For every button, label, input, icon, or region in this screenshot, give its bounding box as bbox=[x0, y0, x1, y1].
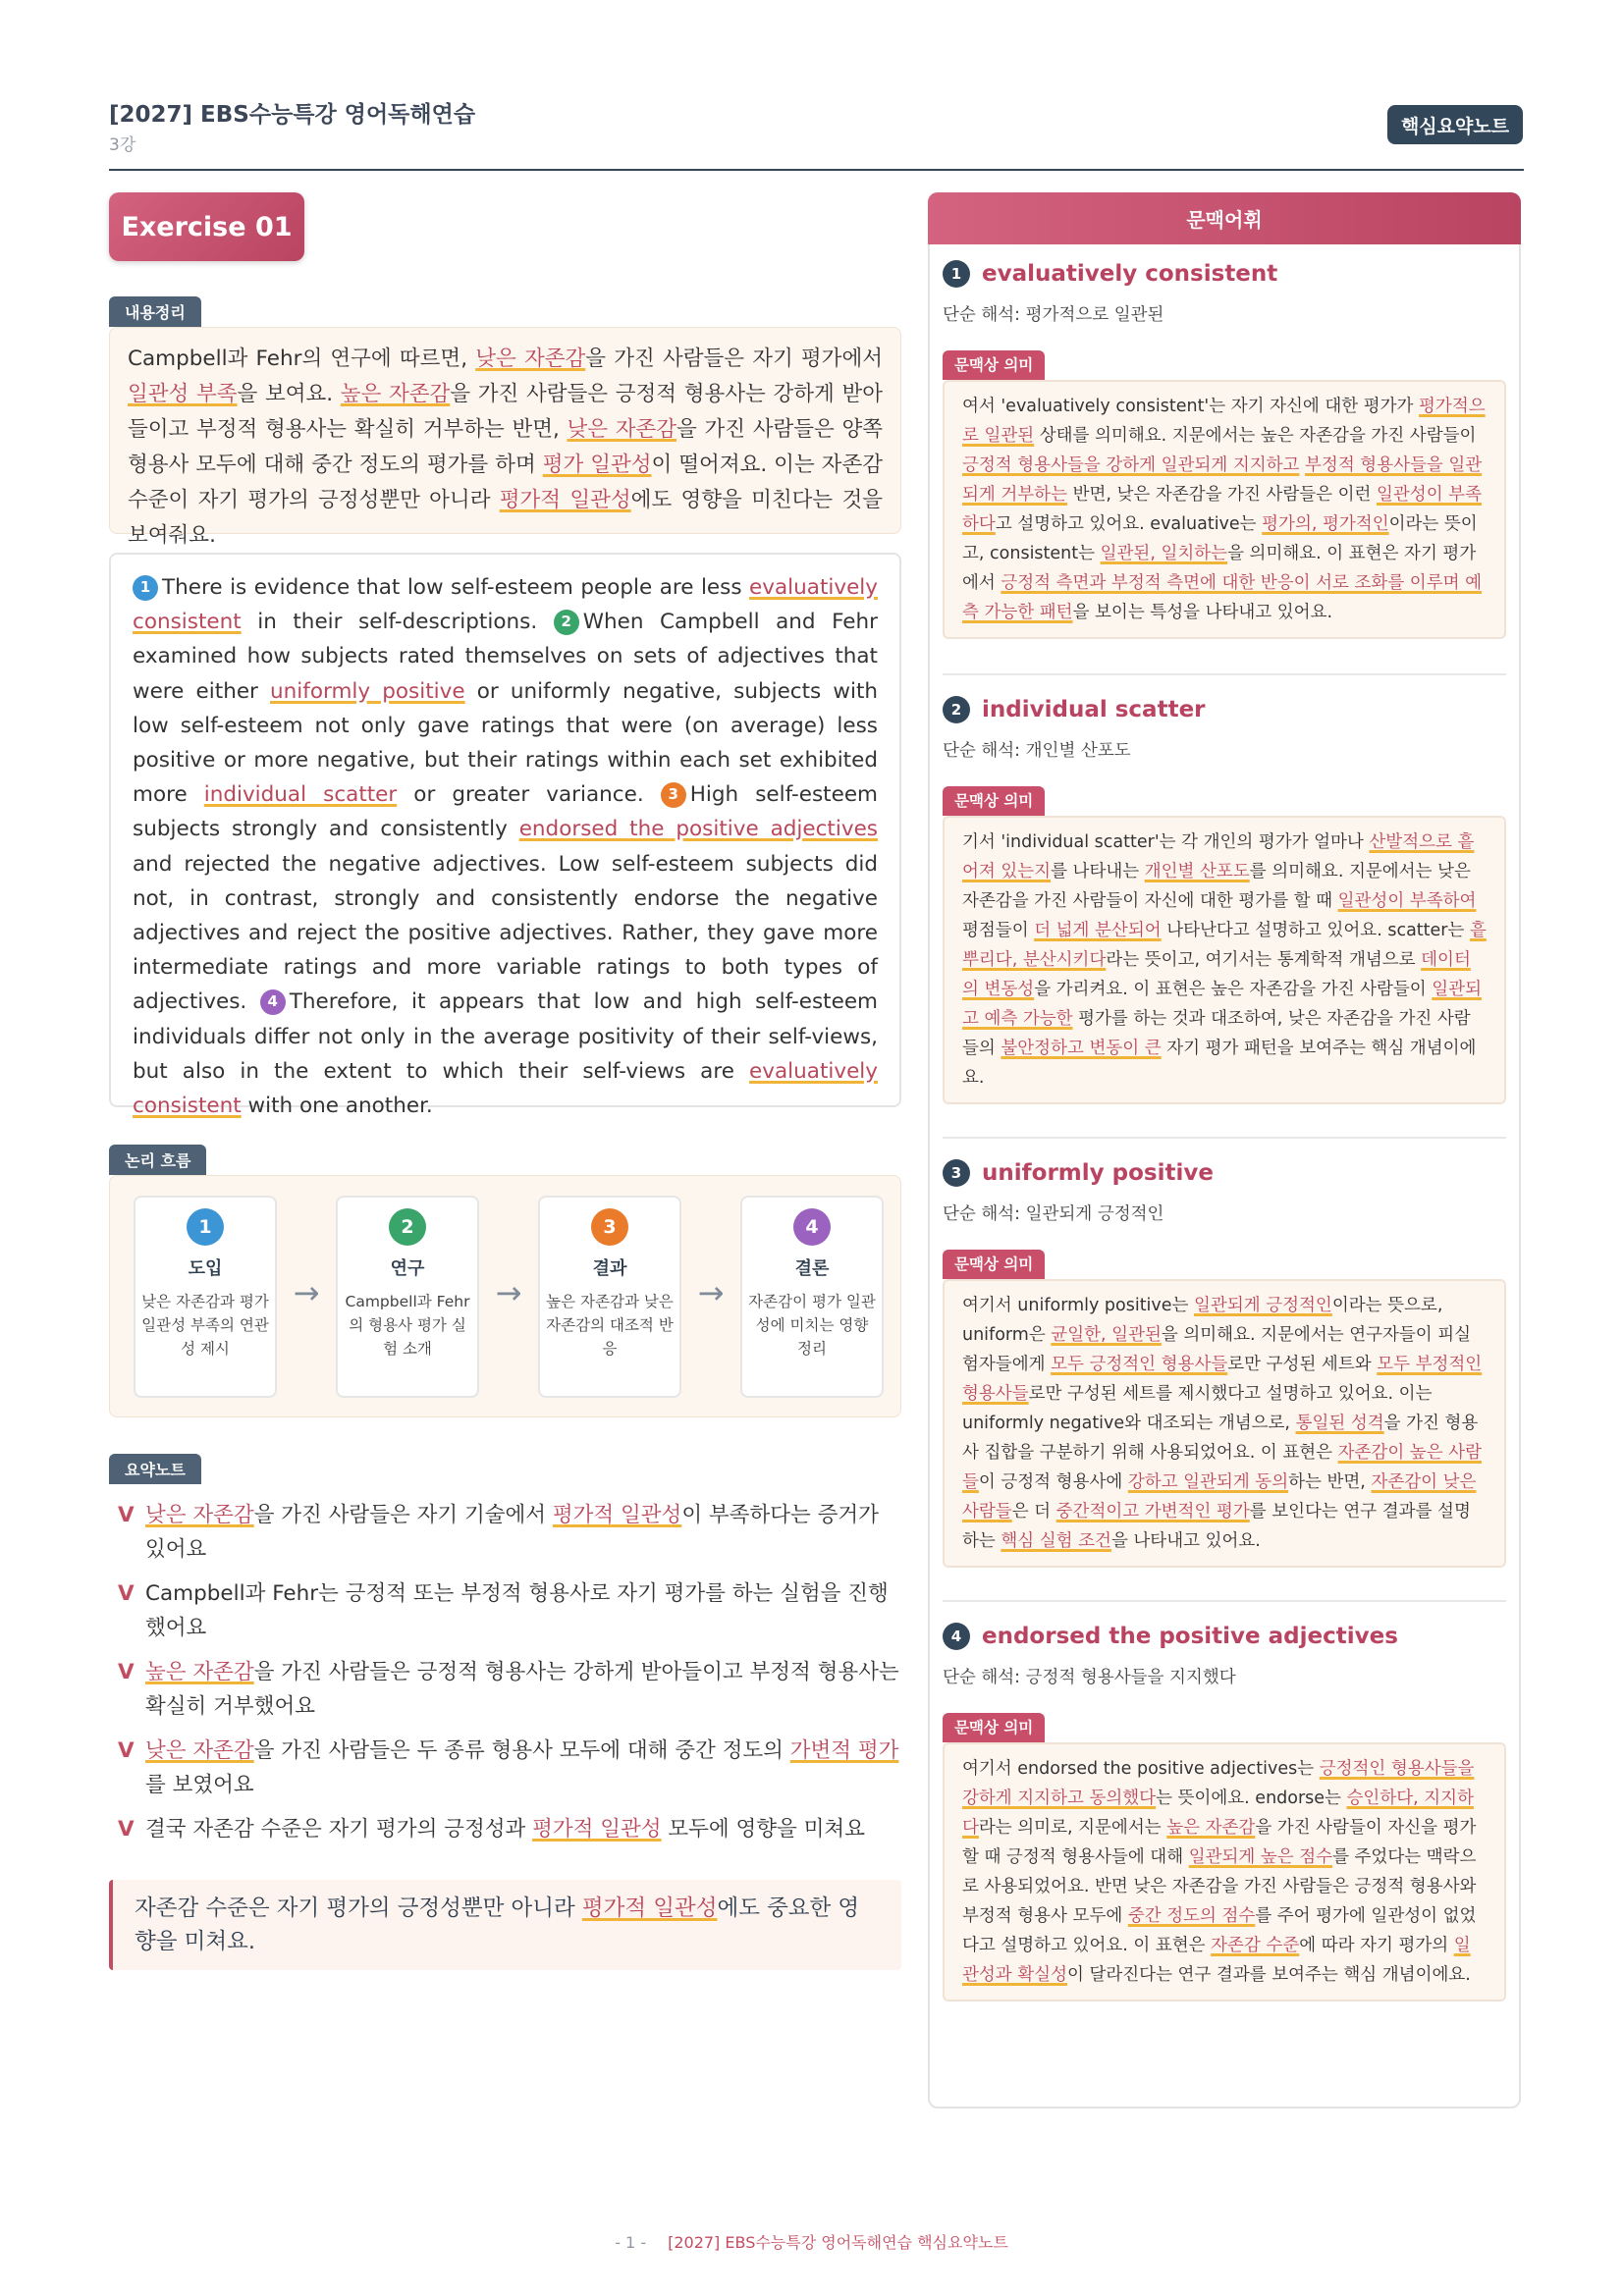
context-text: 를 주었다는 맥락으로 사용되었어요. 반면 낮은 자존감을 가진 사람들은 긍정적 형용사와 부정적 형용사 모두에 bbox=[962, 1847, 1477, 1926]
context-box bbox=[943, 816, 1506, 1104]
vocab-divider bbox=[943, 1600, 1506, 1602]
flow-step-number: 1 bbox=[187, 1208, 224, 1246]
conclusion-box bbox=[109, 1880, 901, 1970]
context-text: 평가를 하는 것과 대조하여, 낮은 자존감을 가진 사람들의 bbox=[962, 1009, 1471, 1058]
context-keyword: 일관되고 예측 가능한 bbox=[962, 980, 1482, 1029]
note-text: 이 부족하다는 증거가 있어요 bbox=[145, 1503, 879, 1562]
note-keyword: 평가적 일관성 bbox=[552, 1503, 682, 1527]
context-keyword: 긍정적 형용사들을 강하게 일관되게 지지하고 bbox=[962, 455, 1300, 475]
flow-step-research bbox=[336, 1196, 479, 1398]
note-text: 을 가진 사람들은 두 종류 형용사 모두에 대해 중간 정도의 bbox=[253, 1738, 790, 1763]
summary-box bbox=[109, 327, 901, 548]
context-keyword: 핵심 실험 조건 bbox=[1001, 1531, 1111, 1551]
passage-text: There is evidence that low self-esteem people are less bbox=[162, 575, 750, 600]
context-text: 이 긍정적 형용사에 bbox=[978, 1472, 1128, 1492]
context-text: 을 가리켜요. 이 표현은 높은 자존감을 가진 사람들이 bbox=[1034, 980, 1433, 999]
context-tag: 문맥상 의미 bbox=[943, 1713, 1045, 1742]
context-text: 라는 의미로, 지문에서는 bbox=[978, 1818, 1167, 1838]
conclusion-keyword: 평가적 일관성 bbox=[581, 1896, 718, 1921]
summary-keyword: 일관성 부족 bbox=[128, 382, 238, 406]
simple-meaning: 개인별 산포도 bbox=[1025, 741, 1131, 761]
passage-keyword: evaluatively consistent bbox=[133, 1058, 878, 1119]
flow-step-desc: 높은 자존감과 낮은 자존감의 대조적 반응 bbox=[546, 1293, 674, 1358]
context-text: 이라는 뜻으로, uniform은 bbox=[962, 1296, 1443, 1345]
passage-text: with one another. bbox=[241, 1094, 433, 1119]
flow-step-number: 2 bbox=[389, 1208, 426, 1246]
context-text: 반면, 낮은 자존감을 가진 사람들은 이런 bbox=[1067, 485, 1377, 505]
context-box bbox=[943, 1742, 1506, 2002]
vocab-divider bbox=[943, 673, 1506, 675]
check-icon: V bbox=[118, 1503, 135, 1527]
vocab-number: 1 bbox=[943, 260, 970, 288]
vocab-term: uniformly positive bbox=[982, 1160, 1214, 1186]
context-keyword: 모두 부정적인 형용사들 bbox=[962, 1355, 1483, 1404]
summary-text: 을 가진 사람들은 긍정적 형용사는 강하게 받아들이고 부정적 형용사는 확실히 거부하는 반면, bbox=[128, 382, 883, 442]
flow-step-number: 3 bbox=[591, 1208, 628, 1246]
context-keyword: 자존감 수준 bbox=[1211, 1936, 1300, 1955]
context-text: 고 설명하고 있어요. evaluative는 bbox=[995, 514, 1263, 534]
context-text: 라는 뜻이고, 여기서는 통계학적 개념으로 bbox=[1106, 950, 1422, 970]
summary-keyword: 낮은 자존감 bbox=[567, 417, 677, 442]
simple-meaning: 평가적으로 일관된 bbox=[1025, 305, 1164, 325]
check-icon: V bbox=[118, 1738, 135, 1763]
simple-label: 단순 해석: bbox=[943, 1668, 1026, 1687]
context-text: 에 따라 자기 평가의 bbox=[1299, 1936, 1454, 1955]
notes-tag: 요약노트 bbox=[109, 1454, 201, 1484]
passage-keyword: individual scatter bbox=[203, 782, 398, 808]
context-text: 이 달라진다는 연구 결과를 보여주는 핵심 개념이에요. bbox=[1067, 1965, 1471, 1985]
summary-text: 이 떨어져요. 이는 자존감 수준이 자기 평가의 긍정성뿐만 아니라 bbox=[128, 453, 883, 512]
page-footer bbox=[0, 2230, 1623, 2253]
context-keyword: 중간적이고 가변적인 평가 bbox=[1055, 1502, 1250, 1522]
flow-tag: 논리 흐름 bbox=[109, 1145, 206, 1175]
context-text: 을 보이는 특성을 나타내고 있어요. bbox=[1072, 603, 1333, 622]
footer-title: [2027] EBS수능특강 영어독해연습 핵심요약노트 bbox=[668, 2233, 1008, 2252]
passage-text: High self-esteem subjects strongly and consistently bbox=[133, 782, 879, 842]
passage-text: Therefore, it appears that low and high self-esteem individuals differ not only in the average positivity of their self-views, but also in the extent to which their self-views are bbox=[133, 989, 878, 1084]
vocab-header: 문맥어휘 bbox=[928, 192, 1521, 244]
passage-text: and rejected the negative adjectives. Low self-esteem subjects did not, in contrast, strongly and consistently endorse the negative adjectives and reject the positive adjectives. Rather, they gave more intermediate ratings and more variable ratings to both types of adjectives. bbox=[133, 851, 878, 1015]
vocab-number: 2 bbox=[943, 696, 970, 723]
vocab-item bbox=[943, 1159, 1506, 1568]
context-keyword: 높은 자존감 bbox=[1166, 1818, 1256, 1838]
context-text: 로만 구성된 세트를 제시했다고 설명하고 있어요. 이는 uniformly negative와 대조되는 개념으로, bbox=[962, 1384, 1433, 1433]
context-keyword: 모두 긍정적인 형용사들 bbox=[1051, 1355, 1228, 1374]
context-keyword: 더 넓게 분산되어 bbox=[1034, 921, 1162, 940]
context-keyword: 균일한, 일관된 bbox=[1051, 1325, 1162, 1345]
vocab-number: 4 bbox=[943, 1623, 970, 1650]
sentence-marker-3: 3 bbox=[661, 782, 686, 808]
vocab-item bbox=[943, 1623, 1506, 2002]
conclusion-text: 에도 중요한 영향을 미쳐요. bbox=[135, 1896, 860, 1954]
context-keyword: 중간 정도의 점수 bbox=[1127, 1906, 1256, 1926]
context-keyword: 자존감이 낮은 사람들 bbox=[962, 1472, 1477, 1522]
context-text: 은 더 bbox=[1011, 1502, 1056, 1522]
simple-meaning: 긍정적 형용사들을 지지했다 bbox=[1025, 1668, 1236, 1687]
passage-box bbox=[109, 553, 901, 1119]
context-text: 여기서 endorsed the positive adjectives는 bbox=[962, 1759, 1320, 1779]
summary-text: 을 보여요. bbox=[237, 382, 341, 406]
note-keyword: 평가적 일관성 bbox=[532, 1817, 662, 1842]
context-keyword: 일관성이 부족하다 bbox=[962, 485, 1482, 534]
sentence-marker-1: 1 bbox=[133, 575, 158, 601]
passage-text: in their self-descriptions. bbox=[241, 610, 554, 635]
simple-label: 단순 해석: bbox=[943, 305, 1026, 325]
note-text: 을 가진 사람들은 긍정적 형용사는 강하게 받아들이고 부정적 형용사는 확실히 거부했어요 bbox=[145, 1660, 899, 1719]
context-tag: 문맥상 의미 bbox=[943, 786, 1045, 816]
sentence-marker-4: 4 bbox=[260, 989, 286, 1015]
context-keyword: 불안정하고 변동이 큰 bbox=[1001, 1039, 1162, 1058]
passage-keyword: evaluatively consistent bbox=[133, 575, 878, 635]
context-keyword: 산발적으로 흩어져 있는지 bbox=[962, 832, 1475, 881]
context-keyword: 승인하다, 지지하다 bbox=[962, 1789, 1474, 1838]
summary-text: Campbell과 Fehr의 연구에 따르면, bbox=[128, 347, 476, 371]
page-number: - 1 - bbox=[615, 2233, 647, 2252]
context-text: 하는 반면, bbox=[1288, 1472, 1372, 1492]
arrow-right-icon: → bbox=[697, 1274, 725, 1311]
context-text: 여기서 uniformly positive는 bbox=[962, 1296, 1195, 1315]
context-text: 을 의미해요. 지문에서는 연구자들이 피실험자들에게 bbox=[962, 1325, 1472, 1374]
note-text: 결국 자존감 수준은 자기 평가의 긍정성과 bbox=[145, 1817, 533, 1842]
passage-keyword: endorsed the positive adjectives bbox=[518, 817, 878, 842]
summary-keyword: 높은 자존감 bbox=[340, 382, 451, 406]
context-keyword: 긍정적인 형용사들을 강하게 지지하고 동의했다 bbox=[962, 1759, 1475, 1808]
note-keyword: 높은 자존감 bbox=[145, 1660, 254, 1684]
context-text: 을 의미해요. 이 표현은 자기 평가에서 bbox=[962, 544, 1477, 593]
check-icon: V bbox=[118, 1660, 135, 1684]
context-keyword: 일관되게 긍정적인 bbox=[1194, 1296, 1332, 1315]
passage-text: When Campbell and Fehr examined how subjects rated themselves on sets of adjectives that were either bbox=[133, 610, 878, 704]
vocab-divider bbox=[943, 1137, 1506, 1139]
context-text: 이라는 뜻이고, consistent는 bbox=[962, 514, 1478, 563]
note-keyword: 가변적 평가 bbox=[789, 1738, 899, 1763]
vocab-item bbox=[943, 696, 1506, 1104]
document-title: [2027] EBS수능특강 영어독해연습 bbox=[109, 102, 476, 128]
note-item bbox=[118, 1655, 901, 1724]
flow-step-title: 연구 bbox=[390, 1258, 425, 1279]
flow-step-title: 결과 bbox=[592, 1258, 627, 1279]
context-text: 를 의미해요. 지문에서는 낮은 자존감을 가진 사람들이 자신에 대한 평가를 할 때 bbox=[962, 862, 1471, 911]
context-tag: 문맥상 의미 bbox=[943, 350, 1045, 380]
context-text: 를 나타내는 bbox=[1051, 862, 1145, 881]
context-keyword: 일관되게 높은 점수 bbox=[1188, 1847, 1333, 1867]
summary-text: 을 가진 사람들은 자기 평가에서 bbox=[585, 347, 883, 371]
flow-step-result bbox=[538, 1196, 681, 1398]
passage-text: or greater variance. bbox=[397, 782, 661, 808]
context-keyword: 데이터의 변동성 bbox=[962, 950, 1471, 999]
context-keyword: 일관성이 부족하여 bbox=[1337, 891, 1477, 911]
passage-text: or uniformly negative, subjects with low self-esteem not only gave ratings that were (on average) less positive or more negative, but their ratings within each set exhibited more bbox=[133, 678, 879, 808]
vocab-term: evaluatively consistent bbox=[982, 261, 1278, 287]
context-text: 기서 'individual scatter'는 각 개인의 평가가 얼마나 bbox=[962, 832, 1370, 852]
flow-step-desc: Campbell과 Fehr의 형용사 평가 실험 소개 bbox=[345, 1293, 470, 1358]
context-text: 을 나타내고 있어요. bbox=[1110, 1531, 1261, 1551]
context-keyword: 평가적으로 일관된 bbox=[962, 397, 1486, 446]
flow-step-number: 4 bbox=[793, 1208, 831, 1246]
context-text: 을 가진 사람들이 자신을 평가할 때 긍정적 형용사들에 대해 bbox=[962, 1818, 1477, 1867]
context-box bbox=[943, 1279, 1506, 1568]
summary-keyword: 평가적 일관성 bbox=[499, 488, 631, 512]
context-text: 을 가진 형용사 집합을 구분하기 위해 사용되었어요. 이 표현은 bbox=[962, 1414, 1479, 1463]
summary-tag: 내용정리 bbox=[109, 296, 201, 327]
summary-text: 에도 영향을 미친다는 것을 보여줘요. bbox=[128, 488, 883, 548]
context-keyword: 평가의, 평가적인 bbox=[1262, 514, 1389, 534]
logic-flow bbox=[109, 1175, 901, 1417]
flow-step-intro bbox=[134, 1196, 277, 1398]
notes-list bbox=[109, 1498, 901, 1856]
summary-keyword: 낮은 자존감 bbox=[475, 347, 586, 371]
summary-keyword: 평가 일관성 bbox=[542, 453, 652, 477]
arrow-right-icon: → bbox=[495, 1274, 522, 1311]
note-text: 을 가진 사람들은 자기 기술에서 bbox=[253, 1503, 553, 1527]
flow-step-title: 결론 bbox=[794, 1258, 830, 1279]
flow-step-conclusion bbox=[740, 1196, 884, 1398]
context-keyword: 흩뿌리다, 분산시키다 bbox=[962, 921, 1487, 970]
sentence-marker-2: 2 bbox=[554, 610, 579, 635]
note-text: 를 보였어요 bbox=[145, 1773, 254, 1797]
context-text: 자기 평가 패턴을 보여주는 핵심 개념이에요. bbox=[962, 1039, 1477, 1088]
context-box bbox=[943, 380, 1506, 639]
note-item bbox=[118, 1734, 901, 1802]
note-keyword: 낮은 자존감 bbox=[145, 1503, 254, 1527]
vocab-term: endorsed the positive adjectives bbox=[982, 1624, 1398, 1649]
simple-label: 단순 해석: bbox=[943, 741, 1026, 761]
vocab-item bbox=[943, 260, 1506, 639]
context-text: 를 보인다는 연구 결과를 설명하는 bbox=[962, 1502, 1471, 1551]
exercise-label: Exercise 01 bbox=[109, 192, 304, 261]
check-icon: V bbox=[118, 1581, 135, 1606]
note-type-badge: 핵심요약노트 bbox=[1387, 105, 1523, 144]
header-divider bbox=[109, 169, 1524, 171]
lesson-number: 3강 bbox=[109, 135, 136, 155]
check-icon: V bbox=[118, 1817, 135, 1842]
simple-meaning: 일관되게 긍정적인 bbox=[1025, 1204, 1164, 1224]
note-keyword: 낮은 자존감 bbox=[145, 1738, 254, 1763]
flow-step-desc: 자존감이 평가 일관성에 미치는 영향 정리 bbox=[748, 1293, 876, 1358]
context-keyword: 부정적 형용사들을 일관되게 거부하는 bbox=[962, 455, 1483, 505]
note-item bbox=[118, 1812, 901, 1846]
note-item bbox=[118, 1498, 901, 1567]
flow-step-title: 도입 bbox=[188, 1258, 223, 1279]
vocab-number: 3 bbox=[943, 1159, 970, 1187]
flow-step-desc: 낮은 자존감과 평가 일관성 부족의 연관성 제시 bbox=[141, 1293, 269, 1358]
context-keyword: 일관된, 일치하는 bbox=[1100, 544, 1228, 563]
context-text: 나타난다고 설명하고 있어요. scatter는 bbox=[1161, 921, 1470, 940]
context-keyword: 일관성과 확실성 bbox=[962, 1936, 1471, 1985]
context-keyword: 개인별 산포도 bbox=[1144, 862, 1250, 881]
context-keyword: 자존감이 높은 사람들 bbox=[962, 1443, 1482, 1492]
conclusion-text: 자존감 수준은 자기 평가의 긍정성뿐만 아니라 bbox=[135, 1896, 582, 1921]
note-item bbox=[118, 1576, 901, 1645]
simple-label: 단순 해석: bbox=[943, 1204, 1026, 1224]
passage-keyword: uniformly positive bbox=[270, 678, 465, 704]
arrow-right-icon: → bbox=[293, 1274, 320, 1311]
note-text: Campbell과 Fehr는 긍정적 또는 부정적 형용사로 자기 평가를 하는 실험을 진행했어요 bbox=[145, 1581, 889, 1640]
context-keyword: 강하고 일관되게 동의 bbox=[1127, 1472, 1289, 1492]
context-text: 평점들이 bbox=[962, 921, 1035, 940]
note-text: 모두에 영향을 미쳐요 bbox=[661, 1817, 865, 1842]
context-text: 여서 'evaluatively consistent'는 자기 자신에 대한 평가가 bbox=[962, 397, 1420, 416]
context-keyword: 긍정적 측면과 부정적 측면에 대한 반응이 서로 조화를 이루며 예측 가능한 패턴 bbox=[962, 573, 1482, 622]
context-text: 는 뜻이에요. endorse는 bbox=[1156, 1789, 1347, 1808]
context-keyword: 통일된 성격 bbox=[1295, 1414, 1384, 1433]
summary-text: 을 가진 사람들은 양쪽 형용사 모두에 대해 중간 정도의 평가를 하며 bbox=[128, 417, 883, 477]
context-text: 상태를 의미해요. 지문에서는 높은 자존감을 가진 사람들이 bbox=[1034, 426, 1477, 446]
context-text: 로만 구성된 세트와 bbox=[1227, 1355, 1378, 1374]
vocab-term: individual scatter bbox=[982, 697, 1206, 722]
context-tag: 문맥상 의미 bbox=[943, 1250, 1045, 1279]
context-text: 를 주어 평가에 일관성이 없었다고 설명하고 있어요. 이 표현은 bbox=[962, 1906, 1477, 1955]
